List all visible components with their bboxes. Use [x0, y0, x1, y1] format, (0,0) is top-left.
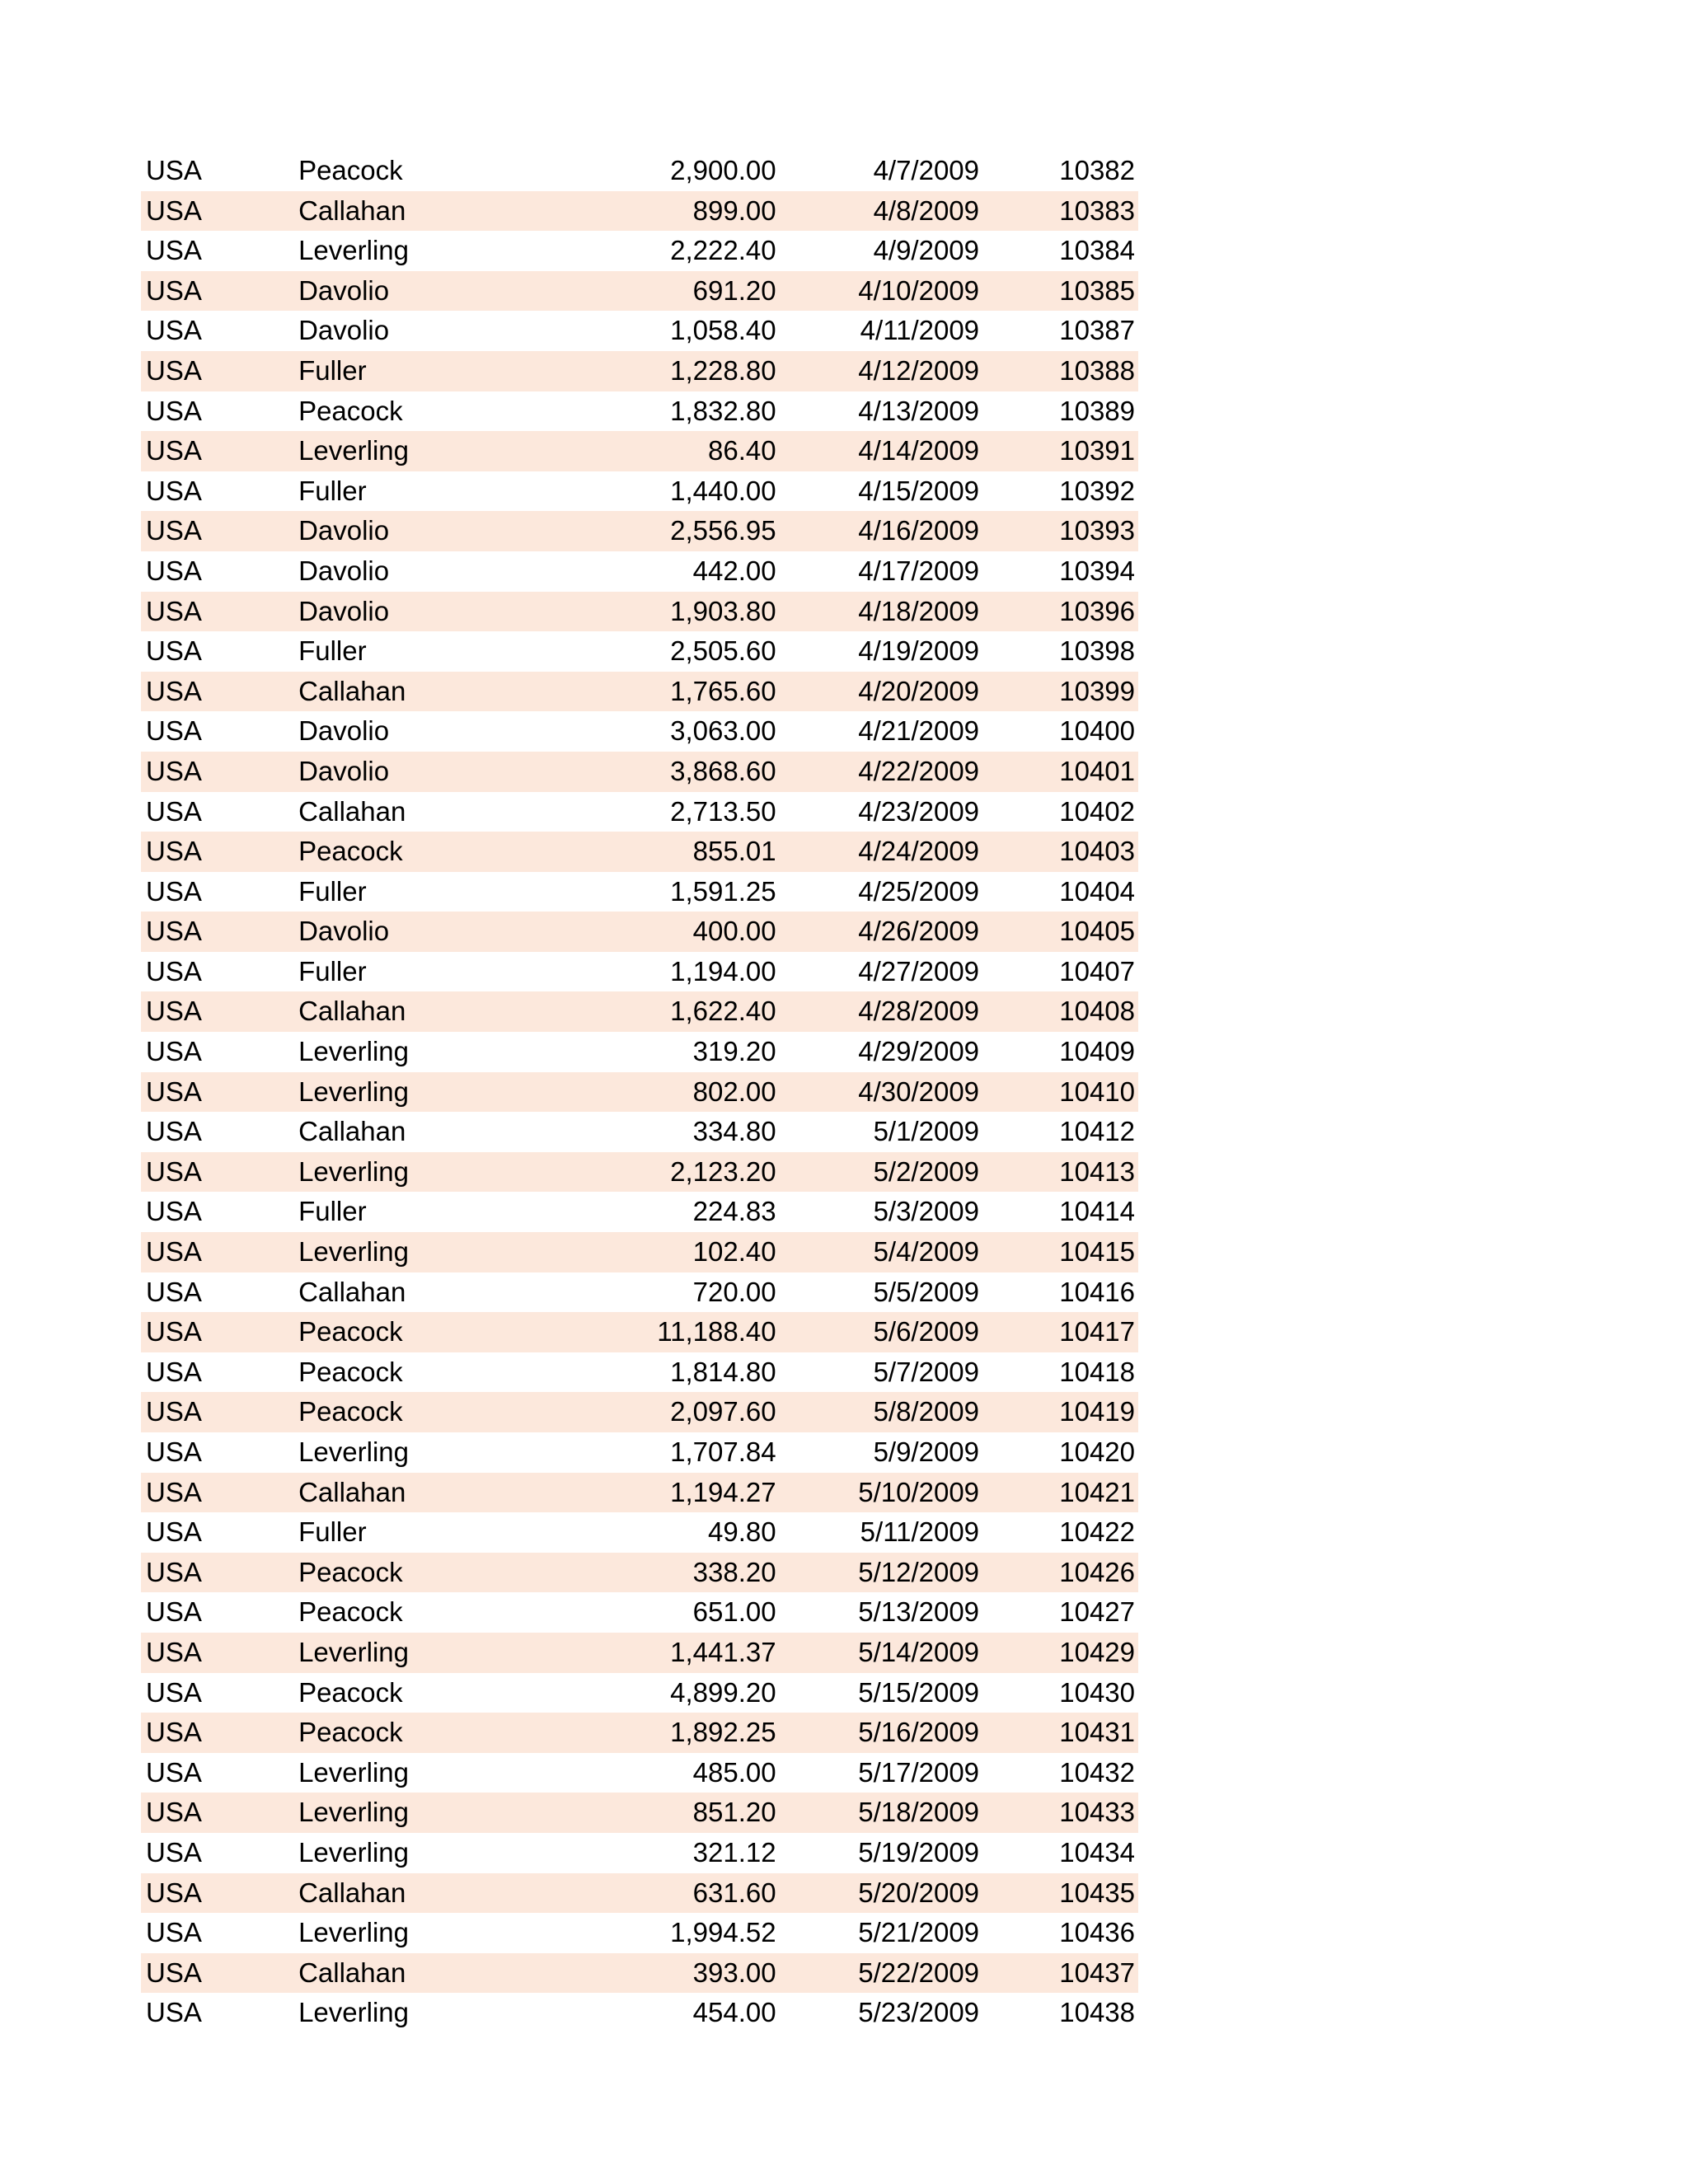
cell-salesperson: Leverling [298, 435, 409, 466]
cell-order-id: 10385 [1059, 274, 1135, 306]
table-row [141, 1592, 1138, 1633]
table-row [141, 1793, 1138, 1833]
table-row [141, 1913, 1138, 1953]
cell-salesperson: Fuller [298, 955, 367, 987]
table-row [141, 1032, 1138, 1072]
cell-date: 4/19/2009 [858, 635, 980, 667]
cell-amount: 720.00 [692, 1276, 776, 1307]
table-row [141, 832, 1138, 872]
cell-country: USA [146, 315, 202, 346]
cell-order-id: 10422 [1059, 1516, 1135, 1548]
cell-amount: 851.20 [692, 1797, 776, 1828]
cell-amount: 2,505.60 [670, 635, 776, 667]
cell-country: USA [146, 1316, 202, 1347]
table-row [141, 1512, 1138, 1553]
cell-order-id: 10399 [1059, 675, 1135, 706]
cell-date: 5/18/2009 [858, 1797, 980, 1828]
cell-salesperson: Peacock [298, 1396, 403, 1427]
table-row [141, 1833, 1138, 1873]
cell-date: 5/16/2009 [858, 1717, 980, 1748]
cell-salesperson: Callahan [298, 1116, 406, 1147]
cell-country: USA [146, 354, 202, 386]
cell-country: USA [146, 1997, 202, 2028]
cell-country: USA [146, 475, 202, 506]
cell-country: USA [146, 595, 202, 626]
cell-salesperson: Davolio [298, 515, 390, 546]
cell-order-id: 10384 [1059, 235, 1135, 266]
cell-order-id: 10398 [1059, 635, 1135, 667]
cell-order-id: 10410 [1059, 1076, 1135, 1107]
cell-amount: 393.00 [692, 1957, 776, 1988]
cell-salesperson: Leverling [298, 1756, 409, 1788]
cell-date: 5/22/2009 [858, 1957, 980, 1988]
cell-order-id: 10420 [1059, 1436, 1135, 1467]
cell-salesperson: Fuller [298, 475, 367, 506]
cell-order-id: 10389 [1059, 395, 1135, 426]
cell-salesperson: Callahan [298, 194, 406, 226]
table-row [141, 1553, 1138, 1593]
cell-salesperson: Peacock [298, 1596, 403, 1628]
cell-amount: 1,622.40 [670, 996, 776, 1027]
cell-amount: 802.00 [692, 1076, 776, 1107]
cell-date: 5/8/2009 [873, 1396, 980, 1427]
cell-date: 5/3/2009 [873, 1196, 980, 1227]
cell-order-id: 10417 [1059, 1316, 1135, 1347]
cell-country: USA [146, 1196, 202, 1227]
cell-salesperson: Callahan [298, 1877, 406, 1908]
cell-country: USA [146, 1877, 202, 1908]
cell-amount: 1,440.00 [670, 475, 776, 506]
cell-salesperson: Peacock [298, 395, 403, 426]
table-row [141, 672, 1138, 712]
cell-date: 5/23/2009 [858, 1997, 980, 2028]
cell-country: USA [146, 1636, 202, 1667]
cell-amount: 899.00 [692, 194, 776, 226]
cell-country: USA [146, 875, 202, 907]
table-row [141, 1232, 1138, 1272]
cell-salesperson: Peacock [298, 1556, 403, 1587]
cell-date: 5/5/2009 [873, 1276, 980, 1307]
cell-order-id: 10412 [1059, 1116, 1135, 1147]
cell-date: 4/7/2009 [873, 155, 980, 185]
table-row [141, 271, 1138, 312]
cell-amount: 1,441.37 [670, 1636, 776, 1667]
cell-salesperson: Peacock [298, 836, 403, 867]
cell-amount: 1,228.80 [670, 354, 776, 386]
cell-order-id: 10393 [1059, 515, 1135, 546]
cell-amount: 631.60 [692, 1877, 776, 1908]
cell-country: USA [146, 1356, 202, 1387]
cell-amount: 4,899.20 [670, 1676, 776, 1708]
cell-salesperson: Leverling [298, 1836, 409, 1868]
table-row [141, 1352, 1138, 1393]
cell-salesperson: Fuller [298, 1516, 367, 1548]
cell-country: USA [146, 1596, 202, 1628]
cell-order-id: 10435 [1059, 1877, 1135, 1908]
cell-country: USA [146, 1396, 202, 1427]
cell-amount: 3,868.60 [670, 755, 776, 786]
table-row [141, 872, 1138, 912]
cell-order-id: 10404 [1059, 875, 1135, 907]
cell-date: 5/15/2009 [858, 1676, 980, 1708]
cell-salesperson: Fuller [298, 875, 367, 907]
cell-date: 4/14/2009 [858, 435, 980, 466]
cell-date: 4/10/2009 [858, 274, 980, 306]
cell-date: 4/25/2009 [858, 875, 980, 907]
cell-amount: 442.00 [692, 555, 776, 586]
cell-amount: 3,063.00 [670, 715, 776, 747]
cell-date: 4/16/2009 [858, 515, 980, 546]
cell-amount: 86.40 [708, 435, 776, 466]
cell-country: USA [146, 795, 202, 827]
cell-order-id: 10427 [1059, 1596, 1135, 1628]
table-row [141, 912, 1138, 952]
cell-amount: 334.80 [692, 1116, 776, 1147]
cell-order-id: 10387 [1059, 315, 1135, 346]
cell-country: USA [146, 1236, 202, 1268]
orders-table [141, 151, 1138, 2033]
cell-date: 5/6/2009 [873, 1316, 980, 1347]
cell-country: USA [146, 1155, 202, 1187]
cell-amount: 1,707.84 [670, 1436, 776, 1467]
table-row [141, 1272, 1138, 1313]
cell-amount: 1,058.40 [670, 315, 776, 346]
table-row [141, 391, 1138, 432]
cell-amount: 338.20 [692, 1556, 776, 1587]
cell-salesperson: Fuller [298, 635, 367, 667]
cell-amount: 855.01 [692, 836, 776, 867]
cell-country: USA [146, 1797, 202, 1828]
cell-amount: 2,123.20 [670, 1155, 776, 1187]
table-row [141, 1432, 1138, 1473]
cell-salesperson: Leverling [298, 1436, 409, 1467]
cell-amount: 691.20 [692, 274, 776, 306]
cell-order-id: 10419 [1059, 1396, 1135, 1427]
cell-date: 5/19/2009 [858, 1836, 980, 1868]
cell-amount: 1,814.80 [670, 1356, 776, 1387]
cell-country: USA [146, 155, 202, 185]
cell-order-id: 10392 [1059, 475, 1135, 506]
cell-country: USA [146, 1917, 202, 1948]
cell-date: 5/14/2009 [858, 1636, 980, 1667]
cell-country: USA [146, 715, 202, 747]
cell-salesperson: Davolio [298, 274, 390, 306]
cell-country: USA [146, 635, 202, 667]
cell-order-id: 10401 [1059, 755, 1135, 786]
cell-salesperson: Leverling [298, 1155, 409, 1187]
table-row [141, 752, 1138, 792]
cell-salesperson: Leverling [298, 235, 409, 266]
cell-order-id: 10388 [1059, 354, 1135, 386]
cell-date: 5/9/2009 [873, 1436, 980, 1467]
cell-country: USA [146, 1836, 202, 1868]
cell-salesperson: Callahan [298, 795, 406, 827]
cell-date: 4/20/2009 [858, 675, 980, 706]
table-row [141, 191, 1138, 232]
cell-date: 5/11/2009 [860, 1516, 980, 1548]
cell-date: 4/29/2009 [858, 1036, 980, 1067]
cell-salesperson: Fuller [298, 354, 367, 386]
cell-date: 4/17/2009 [858, 555, 980, 586]
cell-salesperson: Leverling [298, 1636, 409, 1667]
cell-country: USA [146, 836, 202, 867]
table-row [141, 792, 1138, 832]
cell-amount: 1,591.25 [670, 875, 776, 907]
cell-country: USA [146, 435, 202, 466]
cell-country: USA [146, 1556, 202, 1587]
table-row [141, 1873, 1138, 1914]
cell-salesperson: Davolio [298, 916, 390, 947]
cell-amount: 454.00 [692, 1997, 776, 2028]
cell-salesperson: Leverling [298, 1797, 409, 1828]
table-row [141, 711, 1138, 752]
table-row [141, 351, 1138, 391]
cell-country: USA [146, 1476, 202, 1507]
cell-date: 4/28/2009 [858, 996, 980, 1027]
cell-amount: 485.00 [692, 1756, 776, 1788]
table-row [141, 1753, 1138, 1793]
cell-date: 4/12/2009 [858, 354, 980, 386]
cell-amount: 1,994.52 [670, 1917, 776, 1948]
cell-date: 5/1/2009 [873, 1116, 980, 1147]
cell-order-id: 10426 [1059, 1556, 1135, 1587]
cell-country: USA [146, 755, 202, 786]
cell-salesperson: Davolio [298, 595, 390, 626]
cell-order-id: 10431 [1059, 1717, 1135, 1748]
cell-amount: 400.00 [692, 916, 776, 947]
cell-order-id: 10421 [1059, 1476, 1135, 1507]
cell-country: USA [146, 515, 202, 546]
cell-amount: 1,765.60 [670, 675, 776, 706]
cell-country: USA [146, 1036, 202, 1067]
cell-salesperson: Callahan [298, 675, 406, 706]
cell-country: USA [146, 1717, 202, 1748]
cell-amount: 1,194.00 [670, 955, 776, 987]
cell-country: USA [146, 955, 202, 987]
cell-country: USA [146, 395, 202, 426]
table-row [141, 952, 1138, 992]
table-row [141, 1072, 1138, 1113]
table-row [141, 231, 1138, 271]
cell-country: USA [146, 1676, 202, 1708]
cell-country: USA [146, 996, 202, 1027]
table-row [141, 1713, 1138, 1753]
cell-date: 5/20/2009 [858, 1877, 980, 1908]
cell-order-id: 10382 [1059, 155, 1135, 185]
cell-order-id: 10407 [1059, 955, 1135, 987]
cell-date: 5/2/2009 [873, 1155, 980, 1187]
cell-salesperson: Peacock [298, 1676, 403, 1708]
cell-salesperson: Davolio [298, 755, 390, 786]
cell-amount: 1,194.27 [670, 1476, 776, 1507]
cell-country: USA [146, 1076, 202, 1107]
cell-date: 4/8/2009 [873, 194, 980, 226]
cell-amount: 49.80 [708, 1516, 776, 1548]
cell-amount: 1,903.80 [670, 595, 776, 626]
cell-amount: 2,222.40 [670, 235, 776, 266]
cell-date: 5/17/2009 [858, 1756, 980, 1788]
cell-order-id: 10408 [1059, 996, 1135, 1027]
table-row [141, 1192, 1138, 1232]
cell-order-id: 10396 [1059, 595, 1135, 626]
cell-amount: 2,097.60 [670, 1396, 776, 1427]
cell-salesperson: Callahan [298, 1476, 406, 1507]
table-row [141, 1152, 1138, 1193]
table-row [141, 631, 1138, 672]
cell-date: 5/10/2009 [858, 1476, 980, 1507]
cell-amount: 1,832.80 [670, 395, 776, 426]
cell-salesperson: Fuller [298, 1196, 367, 1227]
cell-order-id: 10418 [1059, 1356, 1135, 1387]
table-row [141, 1392, 1138, 1432]
cell-date: 4/21/2009 [858, 715, 980, 747]
cell-amount: 2,900.00 [670, 155, 776, 185]
cell-salesperson: Leverling [298, 1997, 409, 2028]
table-row [141, 1953, 1138, 1994]
cell-salesperson: Peacock [298, 155, 403, 185]
cell-amount: 102.40 [692, 1236, 776, 1268]
table-row [141, 1473, 1138, 1513]
cell-order-id: 10405 [1059, 916, 1135, 947]
cell-amount: 319.20 [692, 1036, 776, 1067]
cell-date: 4/15/2009 [858, 475, 980, 506]
cell-country: USA [146, 1276, 202, 1307]
cell-order-id: 10402 [1059, 795, 1135, 827]
table-row [141, 151, 1138, 191]
cell-date: 4/11/2009 [860, 315, 980, 346]
cell-order-id: 10415 [1059, 1236, 1135, 1268]
cell-date: 4/23/2009 [858, 795, 980, 827]
cell-amount: 1,892.25 [670, 1717, 776, 1748]
cell-amount: 651.00 [692, 1596, 776, 1628]
cell-order-id: 10430 [1059, 1676, 1135, 1708]
cell-order-id: 10437 [1059, 1957, 1135, 1988]
cell-date: 5/7/2009 [873, 1356, 980, 1387]
cell-order-id: 10436 [1059, 1917, 1135, 1948]
cell-date: 4/13/2009 [858, 395, 980, 426]
cell-date: 4/27/2009 [858, 955, 980, 987]
table-row [141, 511, 1138, 551]
cell-date: 4/22/2009 [858, 755, 980, 786]
cell-order-id: 10414 [1059, 1196, 1135, 1227]
cell-amount: 321.12 [692, 1836, 776, 1868]
cell-order-id: 10416 [1059, 1276, 1135, 1307]
table-row [141, 991, 1138, 1032]
cell-salesperson: Peacock [298, 1356, 403, 1387]
cell-country: USA [146, 1957, 202, 1988]
cell-salesperson: Leverling [298, 1036, 409, 1067]
cell-order-id: 10429 [1059, 1636, 1135, 1667]
cell-salesperson: Peacock [298, 1316, 403, 1347]
cell-date: 4/26/2009 [858, 916, 980, 947]
cell-date: 4/18/2009 [858, 595, 980, 626]
cell-country: USA [146, 675, 202, 706]
table-row [141, 592, 1138, 632]
table-row [141, 1112, 1138, 1152]
cell-country: USA [146, 1436, 202, 1467]
cell-salesperson: Davolio [298, 715, 390, 747]
cell-order-id: 10391 [1059, 435, 1135, 466]
cell-order-id: 10413 [1059, 1155, 1135, 1187]
cell-salesperson: Leverling [298, 1076, 409, 1107]
cell-date: 5/21/2009 [858, 1917, 980, 1948]
table-row [141, 1312, 1138, 1352]
cell-amount: 224.83 [692, 1196, 776, 1227]
cell-date: 5/4/2009 [873, 1236, 980, 1268]
cell-order-id: 10400 [1059, 715, 1135, 747]
cell-country: USA [146, 194, 202, 226]
cell-date: 4/9/2009 [873, 235, 980, 266]
cell-amount: 11,188.40 [657, 1316, 776, 1347]
cell-order-id: 10432 [1059, 1756, 1135, 1788]
cell-salesperson: Callahan [298, 996, 406, 1027]
cell-amount: 2,556.95 [670, 515, 776, 546]
cell-country: USA [146, 235, 202, 266]
cell-salesperson: Peacock [298, 1717, 403, 1748]
cell-order-id: 10434 [1059, 1836, 1135, 1868]
cell-country: USA [146, 555, 202, 586]
cell-order-id: 10409 [1059, 1036, 1135, 1067]
cell-amount: 2,713.50 [670, 795, 776, 827]
table-row [141, 311, 1138, 351]
cell-salesperson: Callahan [298, 1957, 406, 1988]
table-row [141, 551, 1138, 592]
cell-salesperson: Callahan [298, 1276, 406, 1307]
cell-date: 5/12/2009 [858, 1556, 980, 1587]
cell-order-id: 10433 [1059, 1797, 1135, 1828]
table-row [141, 1993, 1138, 2033]
table-row [141, 471, 1138, 512]
cell-country: USA [146, 1756, 202, 1788]
cell-country: USA [146, 1116, 202, 1147]
cell-salesperson: Leverling [298, 1236, 409, 1268]
cell-order-id: 10394 [1059, 555, 1135, 586]
cell-order-id: 10403 [1059, 836, 1135, 867]
cell-date: 5/13/2009 [858, 1596, 980, 1628]
cell-country: USA [146, 1516, 202, 1548]
cell-country: USA [146, 916, 202, 947]
cell-salesperson: Leverling [298, 1917, 409, 1948]
cell-order-id: 10438 [1059, 1997, 1135, 2028]
cell-salesperson: Davolio [298, 315, 390, 346]
cell-order-id: 10383 [1059, 194, 1135, 226]
table-row [141, 1633, 1138, 1673]
table-row [141, 431, 1138, 471]
cell-date: 4/30/2009 [858, 1076, 980, 1107]
cell-salesperson: Davolio [298, 555, 390, 586]
table-row [141, 1673, 1138, 1713]
cell-country: USA [146, 274, 202, 306]
cell-date: 4/24/2009 [858, 836, 980, 867]
